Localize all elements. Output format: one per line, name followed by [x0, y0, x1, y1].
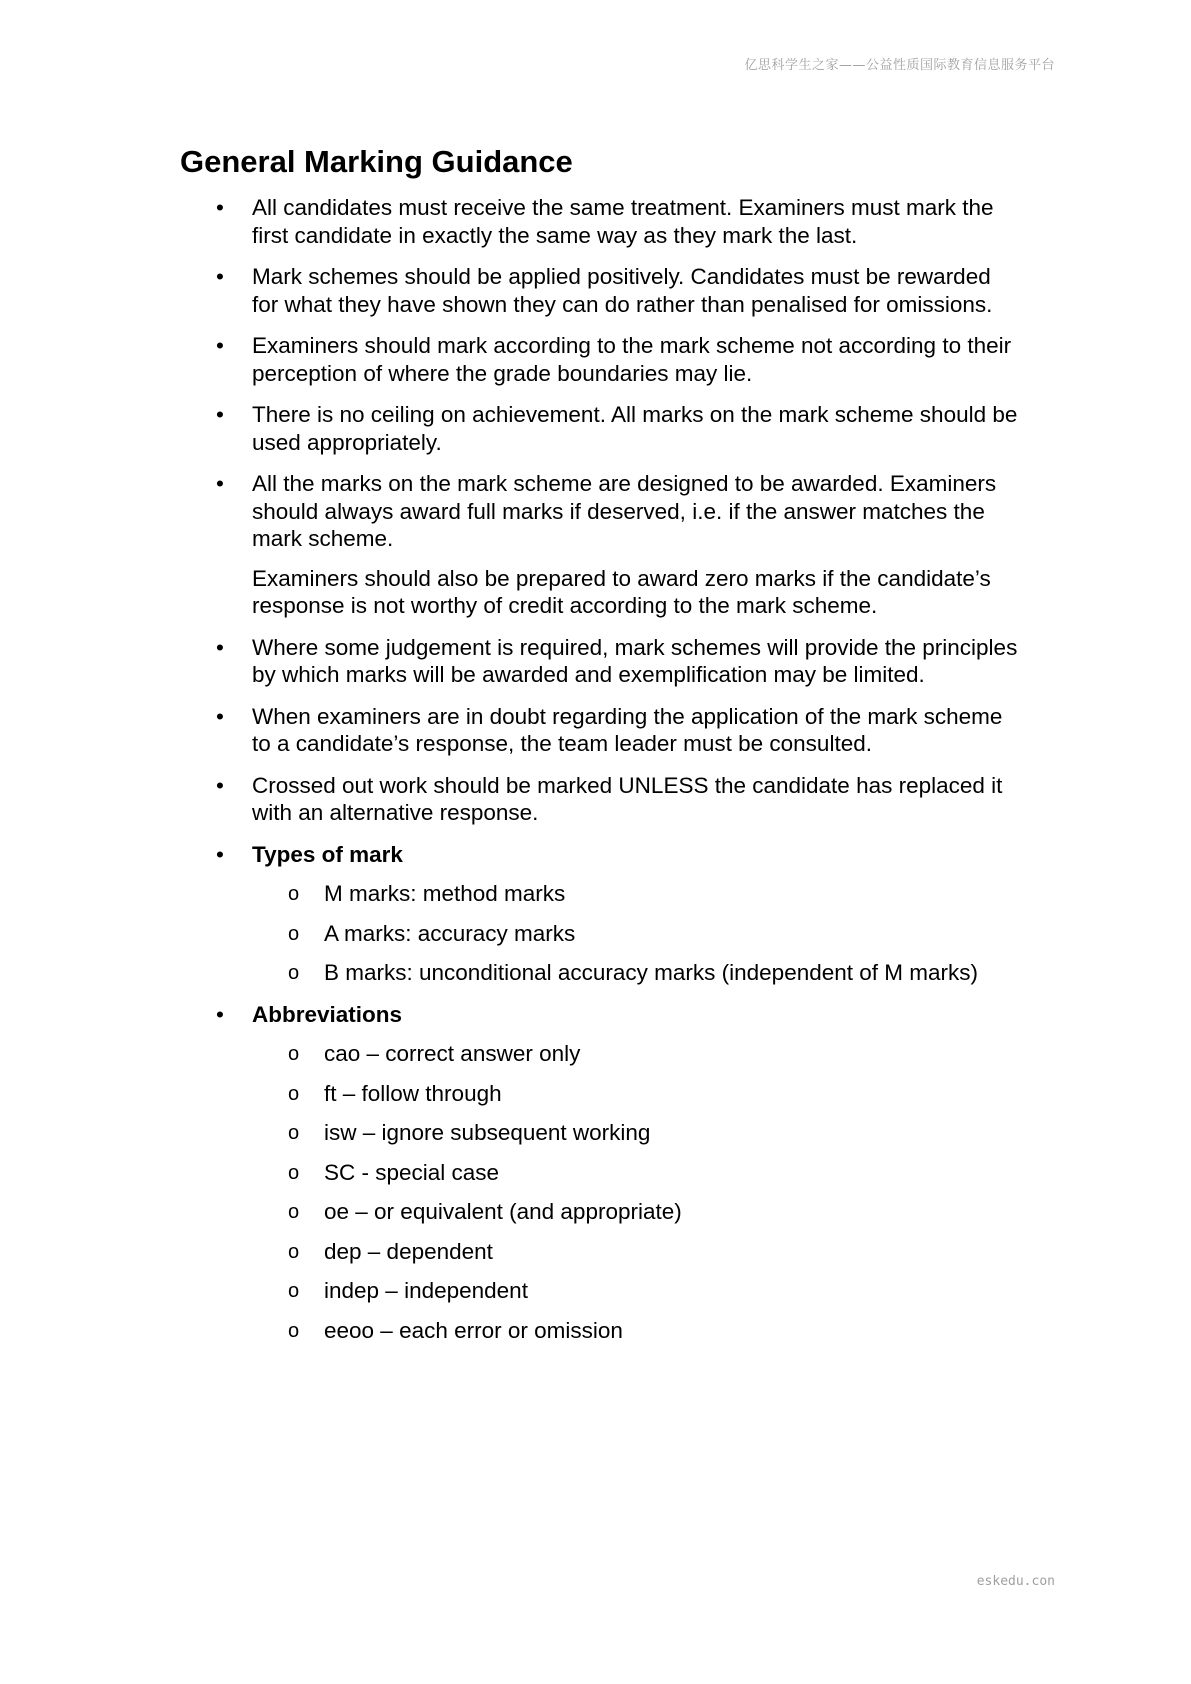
- abbreviations-list: [252, 1040, 1020, 1344]
- guidance-item-text: When examiners are in doubt regarding the application of the mark scheme to a candidate’s response, the team leader must be consulted.: [252, 703, 1003, 756]
- types-of-mark-list: [252, 880, 1020, 987]
- bullet-icon: •: [216, 195, 224, 220]
- bullet-icon: •: [216, 471, 224, 496]
- bullet-icon: •: [216, 703, 224, 729]
- abbreviation-item-text: dep – dependent: [324, 1238, 493, 1264]
- page-title: General Marking Guidance: [180, 144, 573, 179]
- guidance-item: [180, 401, 1020, 456]
- abbreviation-item: [252, 1159, 1020, 1187]
- guidance-item-text: Mark schemes should be applied positively. Candidates must be rewarded for what they have shown they can do rather than penalised for omissions.: [252, 264, 993, 317]
- circle-bullet-icon: o: [288, 1319, 300, 1342]
- guidance-item-text: Where some judgement is required, mark schemes will provide the principles by which marks will be awarded and exemplification may be limited.: [252, 634, 1018, 687]
- types-of-mark-item: [252, 920, 1020, 948]
- guidance-item-text: There is no ceiling on achievement. All marks on the mark scheme should be used appropriately.: [252, 402, 1018, 455]
- guidance-item: [180, 194, 1020, 249]
- circle-bullet-icon: o: [288, 1240, 300, 1263]
- page-footer-watermark: eskedu.con: [976, 1574, 1055, 1589]
- abbreviation-item: [252, 1198, 1020, 1226]
- bullet-icon: •: [216, 402, 224, 427]
- circle-bullet-icon: o: [288, 1201, 300, 1223]
- abbreviation-item-text: oe – or equivalent (and appropriate): [324, 1199, 682, 1224]
- circle-bullet-icon: o: [288, 1082, 300, 1105]
- guidance-item: [180, 634, 1020, 689]
- types-of-mark-section: [180, 841, 1020, 987]
- guidance-item-text: Crossed out work should be marked UNLESS the candidate has replaced it with an alternative response.: [252, 772, 1003, 825]
- types-of-mark-item-text: M marks: method marks: [324, 881, 566, 906]
- guidance-item: [180, 772, 1020, 827]
- bullet-icon: •: [216, 1001, 224, 1027]
- types-of-mark-item: [252, 959, 1020, 987]
- guidance-item: [180, 263, 1020, 318]
- abbreviation-item: [252, 1317, 1020, 1345]
- abbreviation-item-text: SC - special case: [324, 1159, 500, 1185]
- guidance-item-extra-text: Examiners should also be prepared to award zero marks if the candidate’s response is not worthy of credit according to the mark scheme.: [252, 565, 991, 618]
- abbreviation-item: [252, 1119, 1020, 1147]
- guidance-item: [180, 703, 1020, 758]
- abbreviation-item: [252, 1080, 1020, 1108]
- abbreviation-item-text: isw – ignore subsequent working: [324, 1120, 651, 1145]
- guidance-item-text: Examiners should mark according to the mark scheme not according to their perception of where the grade boundaries may lie.: [252, 333, 1012, 386]
- abbreviation-item-text: ft – follow through: [324, 1080, 502, 1106]
- bullet-icon: •: [216, 634, 224, 660]
- abbreviation-item: [252, 1040, 1020, 1068]
- abbreviation-item-text: cao – correct answer only: [324, 1041, 581, 1066]
- page-header-watermark: 亿思科学生之家——公益性质国际教育信息服务平台: [744, 58, 1055, 73]
- guidance-bullet-list: [180, 194, 1020, 1344]
- types-of-mark-item: [252, 880, 1020, 908]
- circle-bullet-icon: o: [288, 1122, 300, 1144]
- guidance-item-text: All candidates must receive the same treatment. Examiners must mark the first candidate in exactly the same way as they mark the last.: [252, 195, 994, 248]
- types-of-mark-item-text: A marks: accuracy marks: [324, 920, 576, 946]
- abbreviation-item-text: indep – independent: [324, 1278, 528, 1303]
- types-of-mark-item-text: B marks: unconditional accuracy marks (independent of M marks): [324, 960, 979, 985]
- guidance-item: [180, 332, 1020, 387]
- bullet-icon: •: [216, 333, 224, 358]
- abbreviation-item-text: eeoo – each error or omission: [324, 1317, 623, 1343]
- guidance-item-text: All the marks on the mark scheme are designed to be awarded. Examiners should always award full marks if deserved, i.e. if the answer matches the mark scheme.: [252, 471, 997, 551]
- bullet-icon: •: [216, 264, 224, 289]
- types-of-mark-heading: Types of mark: [252, 841, 403, 867]
- abbreviations-section: [180, 1001, 1020, 1345]
- circle-bullet-icon: o: [288, 962, 300, 984]
- marking-guidance-content: [180, 194, 1020, 1358]
- abbreviations-heading: Abbreviations: [252, 1001, 403, 1027]
- bullet-icon: •: [216, 841, 224, 867]
- abbreviation-item: [252, 1238, 1020, 1266]
- circle-bullet-icon: o: [288, 1280, 300, 1302]
- guidance-item: [180, 470, 1020, 620]
- circle-bullet-icon: o: [288, 1043, 300, 1065]
- abbreviation-item: [252, 1277, 1020, 1305]
- circle-bullet-icon: o: [288, 922, 300, 945]
- circle-bullet-icon: o: [288, 883, 300, 905]
- circle-bullet-icon: o: [288, 1161, 300, 1184]
- bullet-icon: •: [216, 772, 224, 798]
